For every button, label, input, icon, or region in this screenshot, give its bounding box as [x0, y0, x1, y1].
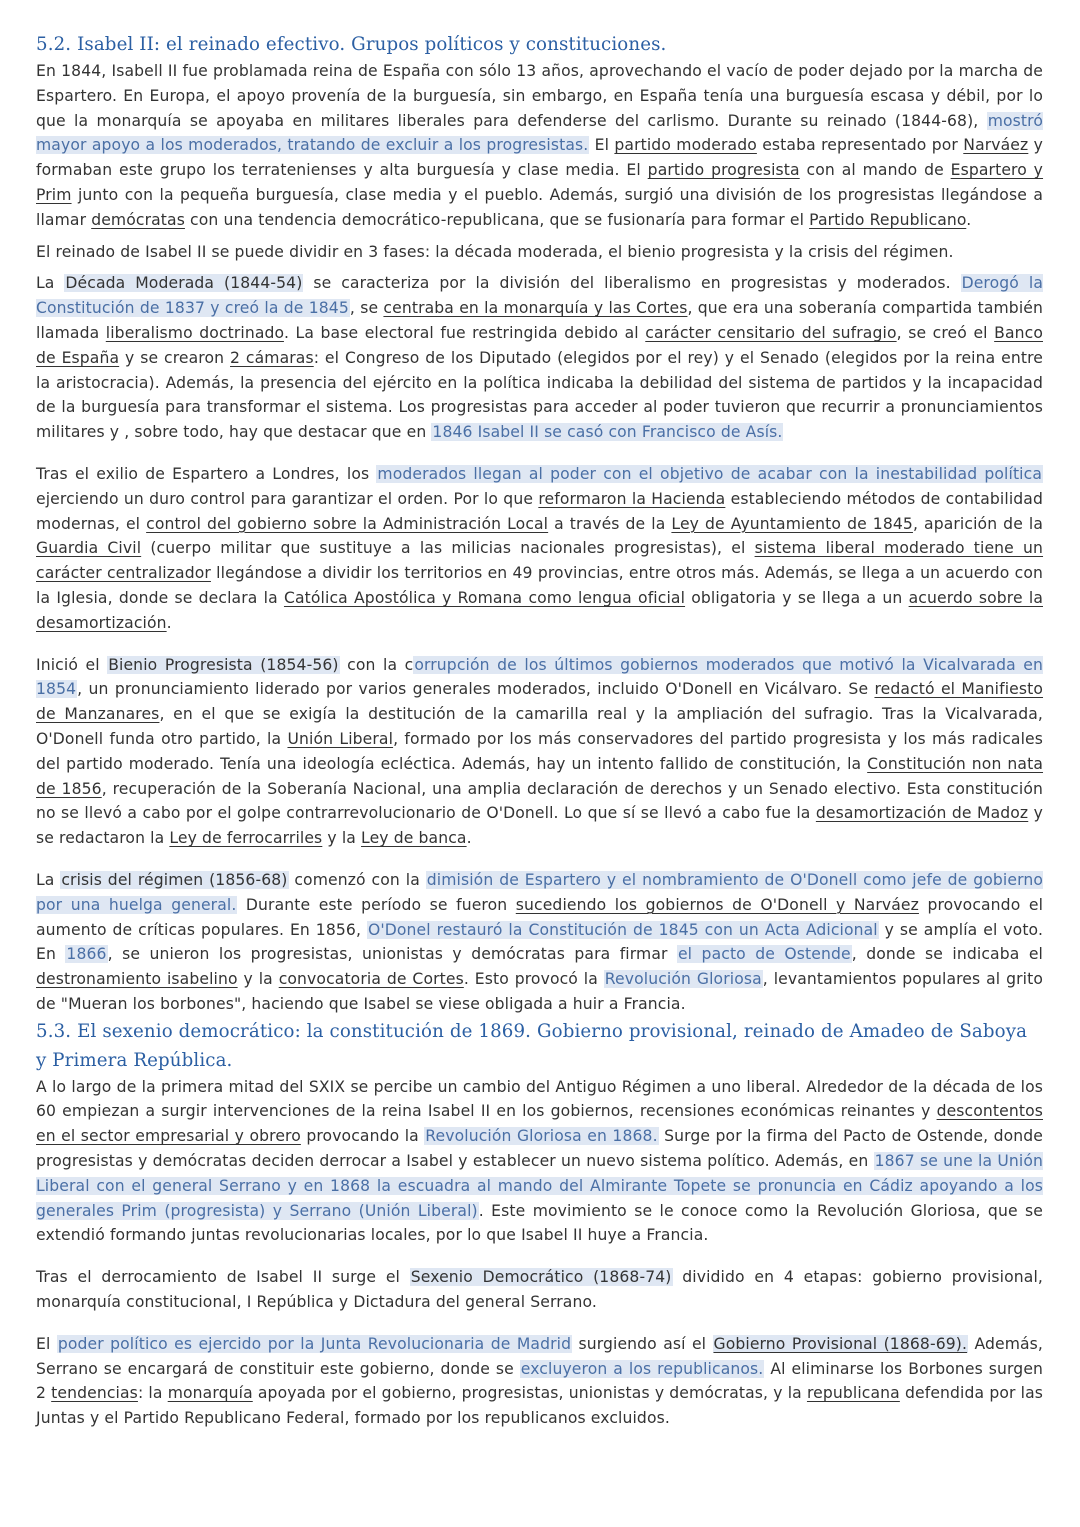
highlight: excluyeron a los republicanos.	[520, 1359, 764, 1378]
underlined-term: centraba en la monarquía y las Cortes	[383, 299, 688, 318]
underlined-term: Ley de Ayuntamiento de 1845	[671, 514, 913, 533]
highlight: 1866	[66, 945, 107, 964]
underlined-term: control del gobierno sobre la Administración Local	[146, 514, 549, 533]
underlined-term: Unión Liberal	[287, 729, 394, 748]
underlined-term: tendencias	[51, 1384, 138, 1403]
paragraph-sexenio-etapas: Tras el derrocamiento de Isabel II surge el Sexenio Democrático (1868-74) dividido en 4 etapas: gobierno provisional, monarquía constitucional, I República y Dictadura del general Serrano.	[36, 1268, 1043, 1312]
highlight: Derogó la Constitución de 1837 y creó la de 1845	[36, 274, 1043, 318]
underlined-term: destronamiento isabelino	[36, 970, 238, 989]
highlight: Década Moderada (1844-54)	[65, 274, 303, 293]
paragraph-isabel-intro: En 1844, Isabell II fue problamada reina de España con sólo 13 años, aprovechando el vacío de poder dejado por la marcha de Espartero. En Europa, el apoyo provenía de la burguesía, sin embargo, en España tenía una burguesía escasa y débil, por lo que la monarquía se apoyaba en militares liberales para defenderse del carlismo. Durante su reinado (1844-68), mostró mayor apoyo a los moderados, tratando de excluir a los progresistas. El partido moderado estaba representado por Narváez y formaban este grupo los terratenienses y alta burguesía y clase media. El partido progresista con al mando de Espartero y Prim junto con la pequeña burguesía, clase media y el pueblo. Además, surgió una división de los progresistas llegándose a llamar demócratas con una tendencia democrático-republicana, que se fusionaría para formar el Partido Republicano.	[36, 62, 1044, 229]
section-heading-5-2: 5.2. Isabel II: el reinado efectivo. Grupos políticos y constituciones.	[36, 34, 667, 55]
paragraph-decada-moderada: La Década Moderada (1844-54) se caracteriza por la división del liberalismo en progresistas y moderados. Derogó la Constitución de 1837 y creó la de 1845, se centraba en la monarquía y las Cortes, que era una soberanía compartida también llamada liberalismo doctrinado. La base electoral fue restringida debido al carácter censitario del sufragio, se creó el Banco de España y se crearon 2 cámaras: el Congreso de los Diputado (elegidos por el rey) y el Senado (elegidos por la reina entre la aristocracia). Además, la presencia del ejército en la política indicaba la debilidad del sistema de partidos y la incapacidad de la burguesía para transformar el sistema. Los progresistas para acceder al poder tuvieron que recurrir a pronunciamientos militares y , sobre todo, hay que destacar que en 1846 Isabel II se casó con Francisco de Asís.	[36, 274, 1044, 442]
highlight: orrupción de los últimos gobiernos moderados que motivó la Vicalvarada en 1854	[36, 655, 1044, 699]
underlined-term: monarquía	[167, 1384, 253, 1403]
underlined-term: Constitución non nata de 1856	[36, 754, 1044, 798]
highlight: Revolución Gloriosa en 1868.	[425, 1127, 658, 1146]
underlined-term: Católica Apostólica y Romana como lengua oficial	[283, 588, 686, 607]
highlight: el pacto de Ostende	[677, 945, 851, 964]
underlined-term: Narváez	[963, 136, 1029, 155]
underlined-term: Espartero y Prim	[36, 161, 1044, 204]
highlight: Revolución Gloriosa	[604, 970, 762, 989]
paragraph-bienio-progresista: Inició el Bienio Progresista (1854-56) con la corrupción de los últimos gobiernos moderados que motivó la Vicalvarada en 1854, un pronunciamiento liderado por varios generales moderados, incluido O'Donell en Vicálvaro. Se redactó el Manifiesto de Manzanares, en el que se exigía la destitución de la camarilla real y la ampliación del sufragio. Tras la Vicalvarada, O'Donell funda otro partido, la Unión Liberal, formado por los más conservadores del partido progresista y los más radicales del partido moderado. Tenía una ideología ecléctica. Además, hay un intento fallido de constitución, la Constitución non nata de 1856, recuperación de la Soberanía Nacional, una amplia declaración de derechos y un Senado electivo. Esta constitución no se llevó a cabo por el golpe contrarrevolucionario de O'Donell. Lo que sí se llevó a cabo fue la desamortización de Madoz y se redactaron la Ley de ferrocarriles y la Ley de banca.	[36, 655, 1044, 848]
underlined-term: 2 cámaras	[230, 348, 314, 367]
underlined-term: Ley de ferrocarriles	[169, 829, 323, 848]
underlined-term: liberalismo doctrinado	[105, 323, 284, 342]
underlined-term: Partido Republicano	[809, 210, 967, 229]
underlined-term: sucediendo los gobiernos de O'Donell y Narváez	[515, 895, 919, 914]
highlight: 1867 se une la Unión Liberal con el general Serrano y en 1868 la escuadra al mando del Almirante Topete se pronuncia en Cádiz apoyando a los generales Prim (progresista) y Serrano (Unión Liberal)	[36, 1152, 1044, 1220]
section-heading-5-3: 5.3. El sexenio democrático: la constitución de 1869. Gobierno provisional, reinado de Amadeo de Saboya y Primera República.	[36, 1020, 1028, 1071]
underlined-term: demócratas	[91, 210, 185, 229]
underlined-term: reformaron la Hacienda	[538, 489, 726, 508]
highlight: mostró mayor apoyo a los moderados, tratando de excluir a los progresistas.	[36, 111, 1044, 155]
highlight: crisis del régimen (1856-68)	[61, 870, 288, 889]
underlined-term: Banco de España	[36, 323, 1043, 367]
underlined-term: redactó el Manifiesto de Manzanares	[36, 680, 1044, 724]
paragraph-moderados-poder: Tras el exilio de Espartero a Londres, los moderados llegan al poder con el objetivo de acabar con la inestabilidad política ejerciendo un duro control para garantizar el orden. Por lo que reformaron la Hacienda estableciendo métodos de contabilidad modernas, el control del gobierno sobre la Administración Local a través de la Ley de Ayuntamiento de 1845, aparición de la Guardia Civil (cuerpo militar que sustituye a las milicias nacionales progresistas), el sistema liberal moderado tiene un carácter centralizador llegándose a dividir los territorios en 49 provincias, entre otros más. Además, se llega a un acuerdo con la Iglesia, donde se declara la Católica Apostólica y Romana como lengua oficial obligatoria y se llega a un acuerdo sobre la desamortización.	[36, 464, 1044, 632]
underlined-term: partido progresista	[647, 161, 800, 180]
highlight: 1846 Isabel II se casó con Francisco de Asís.	[432, 423, 783, 442]
paragraph-gobierno-provisional: El poder político es ejercido por la Junta Revolucionaria de Madrid surgiendo así el Gobierno Provisional (1868-69). Además, Serrano se encargará de constituir este gobierno, donde se excluyeron a los republicanos. Al eliminarse los Borbones surgen 2 tendencias: la monarquía apoyada por el gobierno, progresistas, unionistas y demócratas, y la republicana defendida por las Juntas y el Partido Republicano Federal, formado por los republicanos excluidos.	[36, 1334, 1044, 1428]
highlight: poder político es ejercido por la Junta Revolucionaria de Madrid	[57, 1334, 572, 1353]
underlined-term: acuerdo sobre la desamortización	[36, 588, 1043, 632]
highlight: moderados llegan al poder con el objetivo de acabar con la inestabilidad política	[377, 464, 1042, 483]
underlined-term: carácter censitario del sufragio	[645, 323, 897, 342]
paragraph-phases: El reinado de Isabel II se puede dividir en 3 fases: la década moderada, el bienio progresista y la crisis del régimen.	[36, 242, 954, 261]
paragraph-sexenio-intro: A lo largo de la primera mitad del SXIX se percibe un cambio del Antiguo Régimen a uno liberal. Alrededor de la década de los 60 empiezan a surgir intervenciones de la reina Isabel II en los gobiernos, recensiones económicas reinantes y descontentos en el sector empresarial y obrero provocando la Revolución Gloriosa en 1868. Surge por la firma del Pacto de Ostende, donde progresistas y demócratas deciden derrocar a Isabel y establecer un nuevo sistema político. Además, en 1867 se une la Unión Liberal con el general Serrano y en 1868 la escuadra al mando del Almirante Topete se pronuncia en Cádiz apoyando a los generales Prim (progresista) y Serrano (Unión Liberal). Este movimiento se le conoce como la Revolución Gloriosa, que se extendió formando juntas revolucionarias locales, por lo que Isabel II huye a Francia.	[36, 1077, 1044, 1245]
document-page	[36, 30, 1043, 1431]
underlined-term: Guardia Civil	[36, 539, 142, 558]
highlight: dimisión de Espartero y el nombramiento de O'Donell como jefe de gobierno por una huelga general.	[36, 870, 1044, 914]
paragraph-crisis-regimen: La crisis del régimen (1856-68) comenzó con la dimisión de Espartero y el nombramiento de O'Donell como jefe de gobierno por una huelga general. Durante este período se fueron sucediendo los gobiernos de O'Donell y Narváez provocando el aumento de críticas populares. En 1856, O'Donel restauró la Constitución de 1845 con un Acta Adicional y se amplía el voto. En 1866, se unieron los progresistas, unionistas y demócratas para firmar el pacto de Ostende, donde se indicaba el destronamiento isabelino y la convocatoria de Cortes. Esto provocó la Revolución Gloriosa, levantamientos populares al grito de "Mueran los borbones", haciendo que Isabel se viese obligada a huir a Francia.	[36, 870, 1044, 1013]
highlight: O'Donel restauró la Constitución de 1845 con un Acta Adicional	[367, 920, 878, 939]
underlined-term: desamortización de Madoz	[815, 804, 1029, 823]
highlight: Gobierno Provisional (1868-69).	[713, 1334, 968, 1353]
underlined-term: partido moderado	[614, 136, 757, 155]
underlined-term: republicana	[806, 1384, 900, 1403]
underlined-term: convocatoria de Cortes	[278, 970, 464, 989]
highlight: Sexenio Democrático (1868-74)	[410, 1268, 672, 1287]
underlined-term: descontentos en el sector empresarial y obrero	[36, 1102, 1044, 1146]
underlined-term: Ley de banca	[361, 829, 467, 848]
underlined-term: sistema liberal moderado tiene un carácter centralizador	[36, 539, 1044, 583]
highlight: Bienio Progresista (1854-56)	[108, 655, 339, 674]
